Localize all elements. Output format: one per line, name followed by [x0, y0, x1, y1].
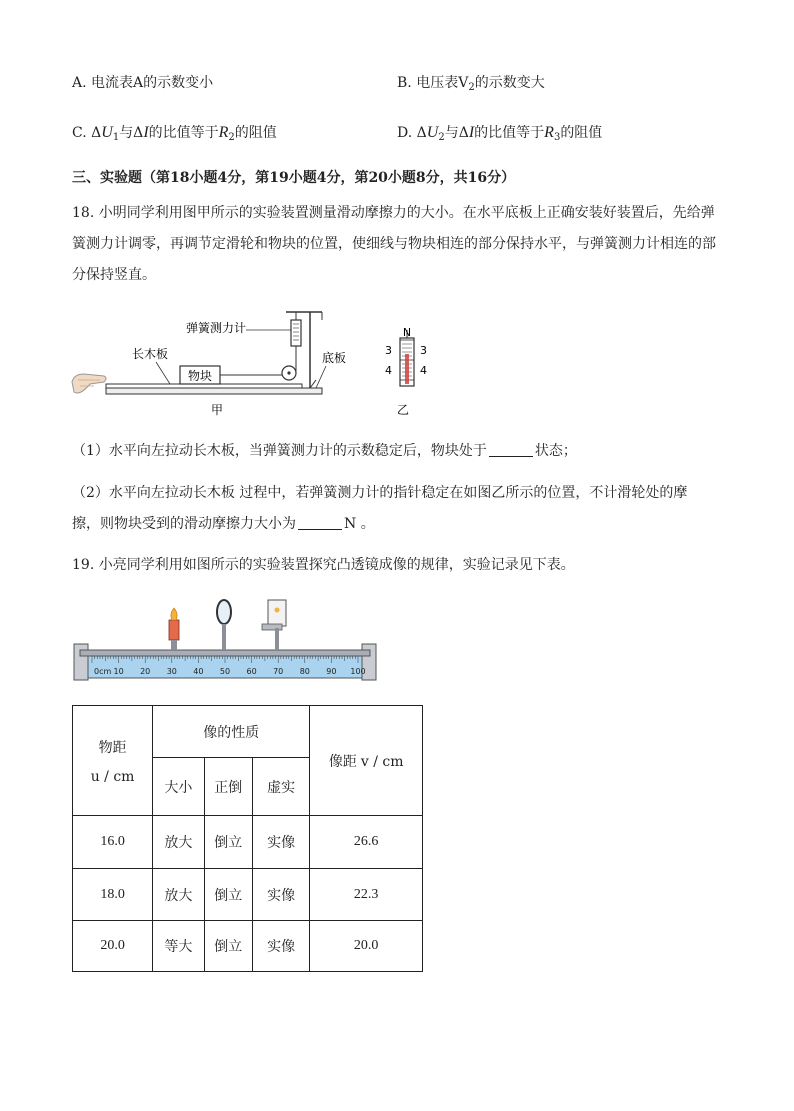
bench-label: 30: [166, 667, 177, 676]
caption-jia: 甲: [210, 403, 224, 417]
spring-balance-icon: [291, 320, 301, 352]
answer-blank-2[interactable]: [298, 515, 342, 530]
option-d-mid2: 的比值等于: [474, 125, 545, 141]
long-board: [106, 384, 302, 388]
label-long-board: 长木板: [132, 347, 169, 361]
q18-sub2-line-2-post: N 。: [344, 516, 375, 532]
bench-label: 100: [350, 667, 366, 676]
q18-line-2: 簧测力计调零，再调节定滑轮和物块的位置，使细线与物块相连的部分保持水平，与弹簧测力计相连的部: [72, 236, 716, 252]
bench-label: 90: [326, 667, 337, 676]
q18-sub2: [72, 478, 732, 540]
header-orientation: 正倒: [204, 758, 252, 816]
q18-sub1-pre: （1）水平向左拉动长木板，当弹簧测力计的示数稳定后，物块处于: [72, 443, 487, 459]
q18-stem: [72, 198, 732, 291]
bench-label: 20: [140, 667, 151, 676]
cell-real: 实像: [253, 816, 310, 869]
gauge-tick-3-left: 3: [385, 344, 392, 357]
option-b-post: 的示数变大: [474, 75, 545, 91]
q18-sub1-post: 状态；: [534, 443, 577, 459]
block-label: 物块: [187, 369, 213, 383]
gauge-tick-3-right: 3: [420, 344, 427, 357]
header-object-distance-label: 物距: [98, 739, 127, 756]
table-row: [73, 921, 423, 972]
bench-rail: [80, 650, 370, 656]
cell-u: 16.0: [73, 816, 153, 869]
q18-line-1: 18. 小明同学利用图甲所示的实验装置测量滑动摩擦力的大小。在水平底板上正确安装好装置后，先给弹: [72, 205, 715, 221]
q18-sub2-line-2-pre: 擦，则物块受到的滑动摩擦力大小为: [72, 516, 296, 532]
gauge-unit: N: [402, 326, 412, 339]
cell-size: 放大: [153, 869, 204, 921]
option-c-mid: 与Δ: [119, 125, 144, 141]
screen-icon: [262, 600, 286, 650]
option-d-post: 的阻值: [560, 125, 603, 141]
cell-orient: 倒立: [204, 816, 252, 869]
cell-v: 22.3: [310, 869, 423, 921]
q19-stem: 19. 小亮同学利用如图所示的实验装置探究凸透镜成像的规律，实验记录见下表。: [72, 557, 575, 573]
cell-size: 等大: [153, 921, 204, 972]
caption-yi: 乙: [396, 403, 410, 417]
option-a: [72, 72, 213, 92]
option-c-delta: Δ: [91, 125, 102, 141]
option-a-letter: A.: [72, 75, 87, 91]
option-c-sub: 1: [112, 132, 120, 143]
candle-icon: [169, 608, 179, 650]
answer-blank-1[interactable]: [489, 442, 533, 457]
cell-real: 实像: [253, 921, 310, 972]
cell-v: 26.6: [310, 816, 423, 869]
option-c-letter: C.: [72, 125, 87, 141]
option-d-sym: U: [426, 124, 439, 141]
bench-label: 60: [246, 667, 257, 676]
label-base: 底板: [322, 351, 347, 365]
option-b: [397, 72, 545, 93]
bench-label: 70: [273, 667, 284, 676]
q18-sub1: [72, 436, 732, 467]
header-object-distance: [73, 706, 153, 816]
header-real-virtual: 虚实: [253, 758, 310, 816]
option-c: [72, 122, 277, 143]
option-d: [397, 122, 602, 143]
cell-v: 20.0: [310, 921, 423, 972]
q18-sub2-line-1: （2）水平向左拉动长木板 过程中，若弹簧测力计的指针稳定在如图乙所示的位置，不计滑轮处的摩: [72, 485, 688, 501]
data-table: [72, 705, 423, 972]
gauge-tick-4-right: 4: [420, 364, 427, 377]
option-c-sub3: 2: [228, 132, 235, 143]
cell-size: 放大: [153, 816, 204, 869]
header-image-distance: [310, 706, 423, 816]
option-c-sym2: I: [143, 124, 149, 141]
header-image-distance-label: 像距: [328, 753, 357, 770]
option-d-delta: Δ: [416, 125, 427, 141]
option-c-post: 的阻值: [234, 125, 277, 141]
cell-u: 18.0: [73, 869, 153, 921]
table-row: [73, 869, 423, 921]
option-a-text: 电流表A的示数变小: [91, 75, 214, 91]
cell-orient: 倒立: [204, 921, 252, 972]
bench-label: 50: [219, 667, 231, 676]
option-d-sub3: 3: [553, 132, 561, 143]
option-b-pre: 电压表V: [416, 75, 469, 91]
header-image-distance-unit: v / cm: [360, 753, 404, 770]
q18-figure: [60, 300, 440, 430]
bench-label: 10: [113, 667, 124, 676]
option-d-letter: D.: [397, 125, 413, 141]
cell-u: 20.0: [73, 921, 153, 972]
cell-real: 实像: [253, 869, 310, 921]
option-d-sym2: I: [468, 124, 475, 141]
option-b-letter: B.: [397, 75, 412, 91]
hand-icon: [72, 374, 106, 393]
bench-left-support: [74, 644, 88, 680]
option-c-mid2: 的比值等于: [148, 125, 219, 141]
lens-icon: [217, 600, 231, 650]
cell-orient: 倒立: [204, 869, 252, 921]
option-c-sym3: R: [218, 124, 229, 141]
option-d-mid: 与Δ: [444, 125, 469, 141]
header-size: 大小: [153, 758, 204, 816]
bench-label: 80: [299, 667, 310, 676]
option-d-sub: 2: [438, 132, 445, 143]
option-b-sub: 2: [468, 82, 475, 93]
option-c-sym: U: [101, 124, 113, 141]
section-title: 三、实验题（第18小题4分，第19小题4分，第20小题8分，共16分）: [72, 170, 516, 186]
option-d-sym3: R: [544, 124, 554, 141]
bench-label: 40: [193, 667, 204, 676]
optical-bench-figure: [70, 598, 382, 692]
gauge-tick-4-left: 4: [385, 364, 392, 377]
header-image-nature: 像的性质: [153, 706, 310, 758]
q18-line-3: 分保持竖直。: [72, 267, 156, 283]
header-object-distance-unit: u / cm: [90, 768, 135, 785]
table-row: [73, 816, 423, 869]
label-spring-balance: 弹簧测力计: [186, 321, 247, 335]
bench-label: 0cm: [94, 667, 112, 676]
base-plate: [106, 388, 322, 394]
